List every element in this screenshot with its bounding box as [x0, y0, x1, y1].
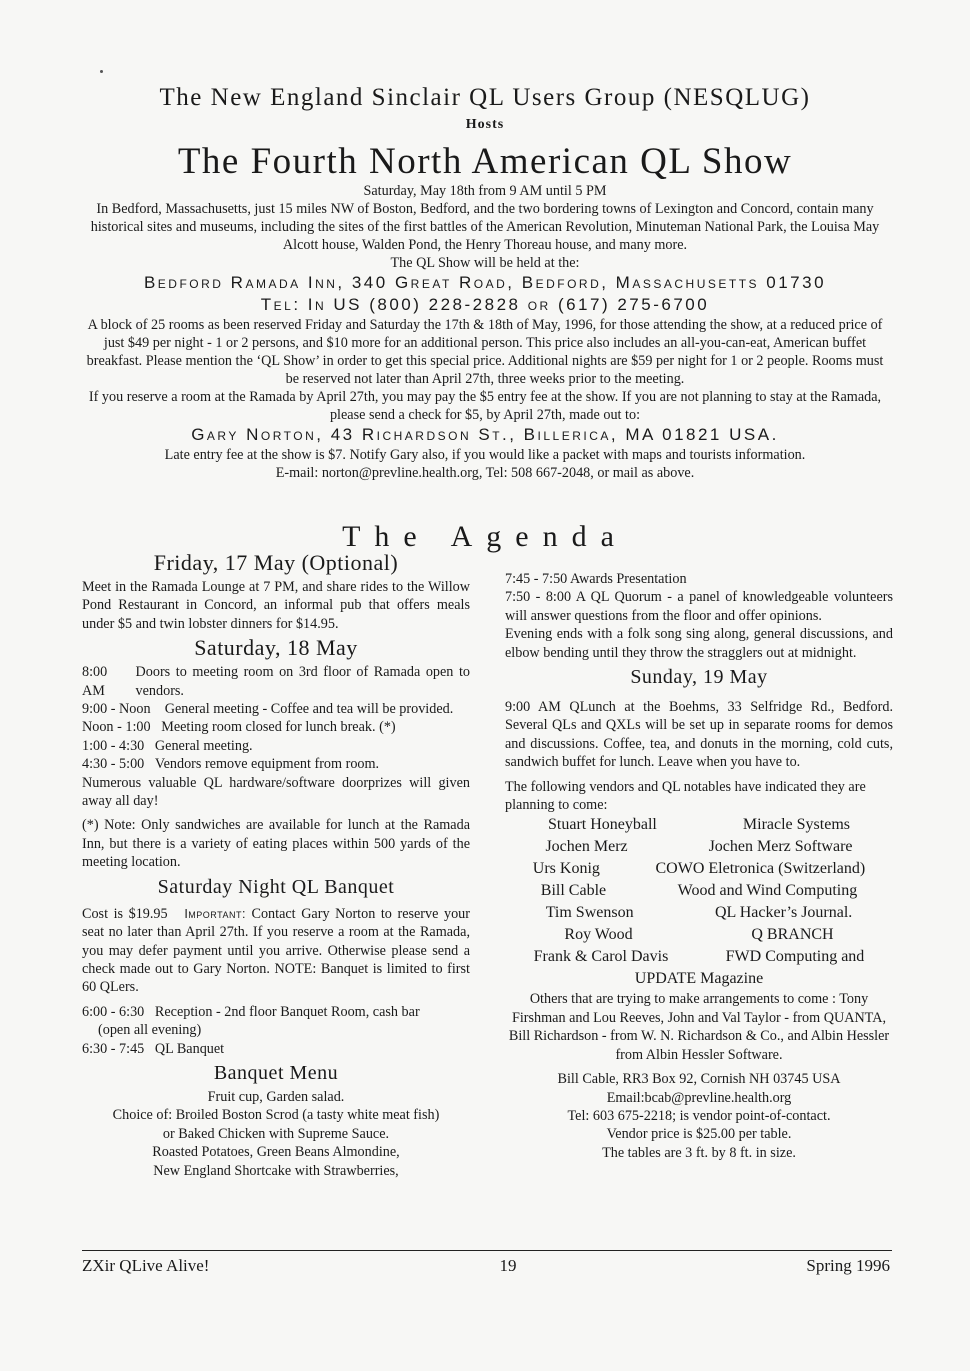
- vendor-person: Stuart Honeyball: [548, 816, 657, 834]
- agenda-right-column: [505, 570, 893, 1162]
- bedford-paragraph: In Bedford, Massachusetts, just 15 miles NW of Boston, Bedford, and the two bordering towns of Lexington and Concord, contain many historical sites and museums, including the sites of the first battles of the American Revolution, Minuteman National Park, the Louisa May Alcott house, Walden Pond, the Henry Thoreau house, and many more.: [90, 201, 880, 253]
- scan-speck: [100, 70, 103, 73]
- venue-telephone: Tel: In US (800) 228-2828 or (617) 275-6700: [260, 295, 710, 314]
- rooms-paragraph: A block of 25 rooms as been reserved Friday and Saturday the 17th & 18th of May, 1996, for those attending the show, at a reduced price of just $49 per night - 1 or 2 persons, and $10 more for an additional person. This price also includes an all-you-can-eat, American buffet breakfast. Please mention the ‘QL Show’ in order to get this special price. Additional nights are $59 per night for 1 or 2 people. Rooms must be reserved not later than April 27th, three weeks prior to the meeting.: [86, 317, 884, 387]
- schedule-text: Vendors remove equipment from room.: [154, 756, 380, 773]
- menu-line: or Baked Chicken with Supreme Sauce.: [162, 1125, 390, 1142]
- evening-ends-text: Evening ends with a folk song sing along, general discussions, and elbow bending until they throw the stragglers out at midnight.: [505, 626, 893, 661]
- vendor-person: Roy Wood: [564, 926, 633, 944]
- schedule-time: 9:00 - Noon: [82, 701, 151, 718]
- menu-line: Fruit cup, Garden salad.: [207, 1088, 345, 1105]
- vendor-person: Bill Cable: [540, 882, 607, 900]
- menu-line: Roasted Potatoes, Green Beans Almondine,: [152, 1144, 400, 1161]
- menu-heading: Banquet Menu: [213, 1061, 339, 1084]
- banquet-cost: Cost is $19.95: [82, 905, 168, 922]
- schedule-text: QL Banquet: [154, 1040, 225, 1057]
- vendor-company: Q BRANCH: [751, 926, 834, 944]
- contact-line: Tel: 603 675-2218; is vendor point-of-contact.: [567, 1107, 831, 1124]
- vendor-row: [505, 924, 893, 946]
- schedule-time: 4:30 - 5:00: [82, 756, 145, 773]
- reserve-paragraph: If you reserve a room at the Ramada by April 27th, you may pay the $5 entry fee at the show. If you are not planning to stay at the Ramada, please send a check for $5, by April 27th, made out to:: [88, 389, 882, 423]
- vendor-company: Wood and Wind Computing: [677, 882, 858, 900]
- vendor-person: Frank & Carol Davis: [533, 948, 669, 966]
- footer-rule: [82, 1250, 892, 1251]
- vendor-person: Jochen Merz: [545, 838, 628, 856]
- schedule-text: (open all evening): [98, 1022, 202, 1039]
- agenda-left-column: [82, 548, 470, 1180]
- schedule-time: 6:30 - 7:45: [82, 1040, 145, 1057]
- page-footer: [82, 1256, 890, 1276]
- schedule-time: Noon - 1:00: [82, 719, 151, 736]
- show-title: The Fourth North American QL Show: [177, 141, 793, 182]
- schedule-item: [82, 737, 470, 755]
- vendors-intro: The following vendors and QL notables have indicated they are planning to come:: [505, 778, 866, 814]
- show-date: Saturday, May 18th from 9 AM until 5 PM: [363, 183, 607, 199]
- doorprizes-text: Numerous valuable QL hardware/software doorprizes will given away all day!: [82, 774, 470, 810]
- group-title: The New England Sinclair QL Users Group (NESQLUG): [159, 84, 811, 111]
- schedule-item: [82, 718, 470, 736]
- agenda-title: The Agenda: [342, 520, 628, 553]
- important-label: Important:: [184, 906, 246, 921]
- sunday-heading: Sunday, 19 May: [630, 666, 768, 689]
- contact-line: Bill Cable, RR3 Box 92, Cornish NH 03745 USA: [557, 1071, 841, 1088]
- vendor-company: Jochen Merz Software: [708, 838, 853, 856]
- banquet-text: [82, 905, 470, 997]
- venue-address: Bedford Ramada Inn, 340 Great Road, Bedford, Massachusetts 01730: [143, 273, 827, 292]
- friday-heading: Friday, 17 May (Optional): [153, 550, 399, 575]
- vendor-row: [505, 814, 893, 836]
- schedule-item: [82, 1003, 470, 1021]
- menu-line: New England Shortcake with Strawberries,: [153, 1162, 399, 1179]
- hosts-label: Hosts: [465, 117, 505, 132]
- vendor-company: FWD Computing and: [725, 948, 865, 966]
- held-at-text: The QL Show will be held at the:: [390, 255, 580, 271]
- lunch-note: (*) Note: Only sandwiches are available for lunch at the Ramada Inn, but there is a variety of eating places within 500 yards of the meeting location.: [82, 817, 470, 871]
- friday-text: Meet in the Ramada Lounge at 7 PM, and share rides to the Willow Pond Restaurant in Concord, an informal pub that offers meals under $5 and twin lobster dinners for $14.95.: [82, 579, 470, 632]
- menu-list: [82, 1088, 470, 1180]
- intro-section: [80, 182, 890, 482]
- vendor-company: QL Hacker’s Journal.: [715, 904, 853, 922]
- contact-line: The tables are 3 ft. by 8 ft. in size.: [602, 1144, 796, 1161]
- contact-line: Email:bcab@prevline.health.org: [606, 1089, 792, 1106]
- schedule-item: [82, 663, 470, 700]
- sunday-text: 9:00 AM QLunch at the Boehms, 33 Selfridge Rd., Bedford. Several QLs and QXLs will be set up in separate rooms for demos and discussions. Coffee, tea, and donuts in the morning, cold cuts, sandwich buffet for lunch. Leave when you have to.: [505, 699, 893, 771]
- schedule-item: [82, 1021, 470, 1039]
- vendor-row: [505, 946, 893, 968]
- others-text: Others that are trying to make arrangements to come : Tony Firshman and Lou Reeves, John and Val Taylor - from QUANTA, Bill Richardson - from W. N. Richardson & Co., and Albin Hessler from Albin Hessler Software.: [508, 991, 890, 1063]
- awards-text: 7:45 - 7:50 Awards Presentation: [505, 571, 687, 587]
- email-text: E-mail: norton@prevline.health.org, Tel: 508 667-2048, or mail as above.: [275, 465, 695, 481]
- schedule-time: 8:00 AM: [82, 664, 108, 699]
- footer-publication: ZXir QLive Alive!: [82, 1256, 210, 1275]
- schedule-text: General meeting - Coffee and tea will be provided.: [164, 701, 454, 718]
- vendor-row: [505, 880, 893, 902]
- schedule-text: Doors to meeting room on 3rd floor of Ramada open to vendors.: [135, 664, 470, 699]
- vendor-row: [505, 902, 893, 924]
- late-fee-text: Late entry fee at the show is $7. Notify Gary also, if you would like a packet with maps and tourists information.: [164, 447, 806, 463]
- quorum-text: 7:50 - 8:00 A QL Quorum - a panel of knowledgeable volunteers will answer questions from the floor and offer opinions.: [505, 589, 893, 624]
- contact-line: Vendor price is $25.00 per table.: [606, 1126, 792, 1143]
- vendor-list: [505, 814, 893, 990]
- banquet-heading: Saturday Night QL Banquet: [157, 875, 395, 898]
- schedule-item: [82, 1040, 470, 1058]
- vendor-person: Tim Swenson: [545, 904, 634, 922]
- vendor-row-last: UPDATE Magazine: [634, 970, 764, 988]
- schedule-text: Meeting room closed for lunch break. (*): [161, 719, 396, 736]
- saturday-heading: Saturday, 18 May: [194, 635, 358, 661]
- footer-issue: Spring 1996: [806, 1256, 890, 1275]
- vendor-company: Miracle Systems: [742, 816, 850, 834]
- vendor-row: [505, 836, 893, 858]
- schedule-time: 1:00 - 4:30: [82, 737, 145, 754]
- mail-address: Gary Norton, 43 Richardson St., Billerica, MA 01821 USA.: [191, 425, 779, 444]
- schedule-text: Reception - 2nd floor Banquet Room, cash bar: [154, 1003, 420, 1020]
- vendor-company: COWO Eletronica (Switzerland): [655, 860, 866, 878]
- vendor-row: [505, 858, 893, 880]
- schedule-time: 6:00 - 6:30: [82, 1003, 145, 1020]
- schedule-item: [82, 755, 470, 773]
- vendor-contact: [505, 1070, 893, 1162]
- schedule-text: General meeting.: [154, 737, 253, 754]
- menu-line: Choice of: Broiled Boston Scrod (a tasty white meat fish): [112, 1107, 440, 1124]
- schedule-item: [82, 700, 470, 718]
- banquet-details: Contact Gary Norton to reserve your seat no later than April 27th. If you reserve a room at the Ramada, you may defer payment until you arrive. Otherwise please send a check made out to Gary Norton. NOTE: Banquet is limited to first 60 QLers.: [82, 905, 470, 996]
- page-number: 19: [499, 1256, 517, 1275]
- vendor-person: Urs Konig: [532, 860, 600, 878]
